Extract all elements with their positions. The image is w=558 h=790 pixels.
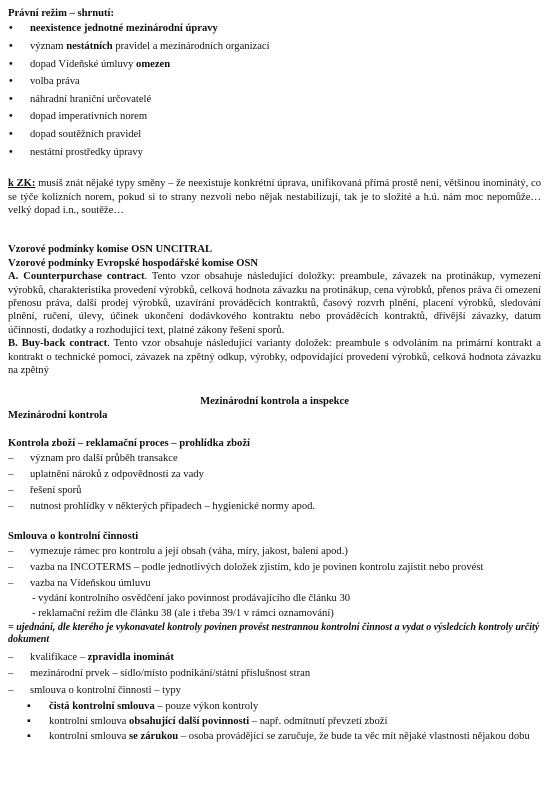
list-item: ▪ čistá kontrolní smlouva – pouze výkon kontroly — [8, 699, 541, 714]
list-item: • volba práva — [8, 73, 541, 91]
list-item: • význam nestátních pravidel a mezinárodních organizací — [8, 38, 541, 56]
summary-heading: Právní režim – shrnutí: — [8, 8, 115, 19]
list-item: – vymezuje rámec pro kontrolu a její obsah (váha, míry, jakost, balení apod.) — [8, 544, 541, 560]
document-page — [8, 7, 541, 744]
bullet-icon: • — [9, 58, 13, 70]
list-item: – mezinárodní prvek – sídlo/místo podnikání/státní příslušnost stran — [8, 666, 541, 682]
list-item: • nestátní prostředky úpravy — [8, 144, 541, 162]
bullet-icon: • — [9, 76, 13, 88]
vienna-sub-item: - reklamační režim dle článku 38 (ale i třeba 39/1 v rámci oznamování) — [32, 607, 334, 619]
section-b-label: B. Buy-back contract — [8, 338, 108, 350]
list-item: – nutnost prohlídky v některých případech – hygienické normy apod. — [8, 499, 541, 515]
exam-note-text: musíš znát nějaké typy směny – že neexistuje konkrétní úprava, unifikovaná přímá prostě není, většinou inominátý, co se týče kolizních norem, pokud si to strany nezvolí nebo nějak nestabilizují, tak je to složité a h.ú. nám moc nepomůže… velký dopad i.n., soutěže… — [8, 178, 542, 216]
bullet-icon: • — [9, 128, 13, 140]
exam-note-label: k ZK: — [8, 178, 36, 190]
square-bullet-icon: ▪ — [27, 715, 31, 727]
bullet-icon: • — [9, 41, 13, 52]
qualification-list — [8, 650, 541, 699]
list-item: – uplatnění nároků z odpovědnosti za vady — [8, 467, 541, 483]
dash-icon: – — [8, 501, 14, 513]
list-item: – význam pro další průběh transakce — [8, 451, 541, 467]
list-item: • dopad Vídeňské úmluvy omezen — [8, 56, 541, 74]
dash-icon: – — [8, 452, 14, 464]
vienna-sub-item: - vydání kontrolního osvědčení jako povinnost prodávajícího dle článku 30 — [32, 593, 351, 605]
list-item: ▪ kontrolní smlouva se zárukou – osoba provádějící se zaručuje, že bude ta věc mít nějaké vlastnosti nějakou dobu — [8, 729, 541, 744]
dash-icon: – — [8, 684, 14, 696]
list-item: – řešení sporů — [8, 483, 541, 499]
bullet-icon: • — [9, 111, 13, 123]
list-item: – smlouva o kontrolní činnosti – typy — [8, 683, 541, 699]
list-item: ▪ kontrolní smlouva obsahující další povinnosti – např. odmítnutí převzetí zboží — [8, 714, 541, 729]
list-item: • dopad soutěžních pravidel — [8, 126, 541, 144]
list-item: • náhradní hraniční určovatelé — [8, 91, 541, 109]
international-control-heading: Mezinárodní kontrola — [8, 409, 108, 421]
summary-list — [8, 20, 541, 161]
goods-control-list — [8, 451, 541, 516]
list-item: – vazba na INCOTERMS – podle jednotlivých doložek zjistím, kdo je povinen kontrolu zajistit nebo provést — [8, 560, 541, 576]
exam-note — [8, 177, 541, 217]
dash-icon: – — [8, 578, 14, 590]
section-b — [8, 337, 541, 377]
control-heading: Mezinárodní kontrola a inspekce — [200, 396, 349, 408]
list-item: – vazba na Vídeňskou úmluvu — [8, 576, 541, 592]
section-a — [8, 270, 541, 337]
contract-list — [8, 544, 541, 593]
bullet-icon: • — [9, 146, 13, 158]
list-item: • neexistence jednotné mezinárodní úpravy — [8, 20, 541, 38]
dash-icon: – — [8, 545, 14, 557]
bullet-icon: • — [9, 93, 13, 105]
ece-heading: Vzorové podmínky Evropské hospodářské komise OSN — [8, 257, 259, 269]
square-bullet-icon: ▪ — [27, 700, 31, 712]
dash-icon: – — [8, 668, 14, 680]
goods-control-heading: Kontrola zboží – reklamační proces – prohlídka zboží — [8, 438, 250, 450]
section-a-label: A. Counterpurchase contract — [8, 271, 145, 283]
section-b-text: . Tento vzor obsahuje následující varianty doložek: preambule s odvoláním na primární kontrakt a kontrakt o technické pomoci, závazek na zpětný odkup, výrobky, odpovídající provedení výrobků, celková hodnota závazku na zpětný — [8, 338, 541, 377]
contract-types-list — [8, 699, 541, 745]
list-item: – kvalifikace – zpravidla inominát — [8, 650, 541, 666]
square-bullet-icon: ▪ — [27, 731, 31, 743]
contract-heading: Smlouva o kontrolní činnosti — [8, 531, 139, 543]
dash-icon: – — [8, 652, 14, 664]
dash-icon: – — [8, 562, 14, 573]
uncitral-heading: Vzorové podmínky komise OSN UNCITRAL — [8, 244, 213, 256]
list-item: • dopad imperativních norem — [8, 108, 541, 126]
dash-icon: – — [8, 485, 14, 497]
definition-text: = ujednání, dle kterého je vykonavatel kontroly povinen provést nestrannou kontrolní činnost a vydat o výsledcích kontroly určitý dokument — [8, 621, 540, 646]
section-a-text: . Tento vzor obsahuje následující doložky: preambule, závazek na protinákup, vymezení výrobků, charakteristika provedení výrobků, celková hodnota závazku na protinákup, cena výrobků, přenos práva či omezení přenosu práva, další prodej výrobků, uzavírání prováděcích kontraktů, časový rozvrh plnění, placení výrobků, sledování plnění, ručení, úlevy, účinek ukončení dodávkového kontraktu nebo prováděcích kontraktů, dřívější závazky, datum účinnosti, dodatky a rozhodující text, platné zákony řešení sporů. — [8, 271, 542, 336]
bullet-icon: • — [9, 23, 13, 35]
dash-icon: – — [8, 468, 14, 480]
